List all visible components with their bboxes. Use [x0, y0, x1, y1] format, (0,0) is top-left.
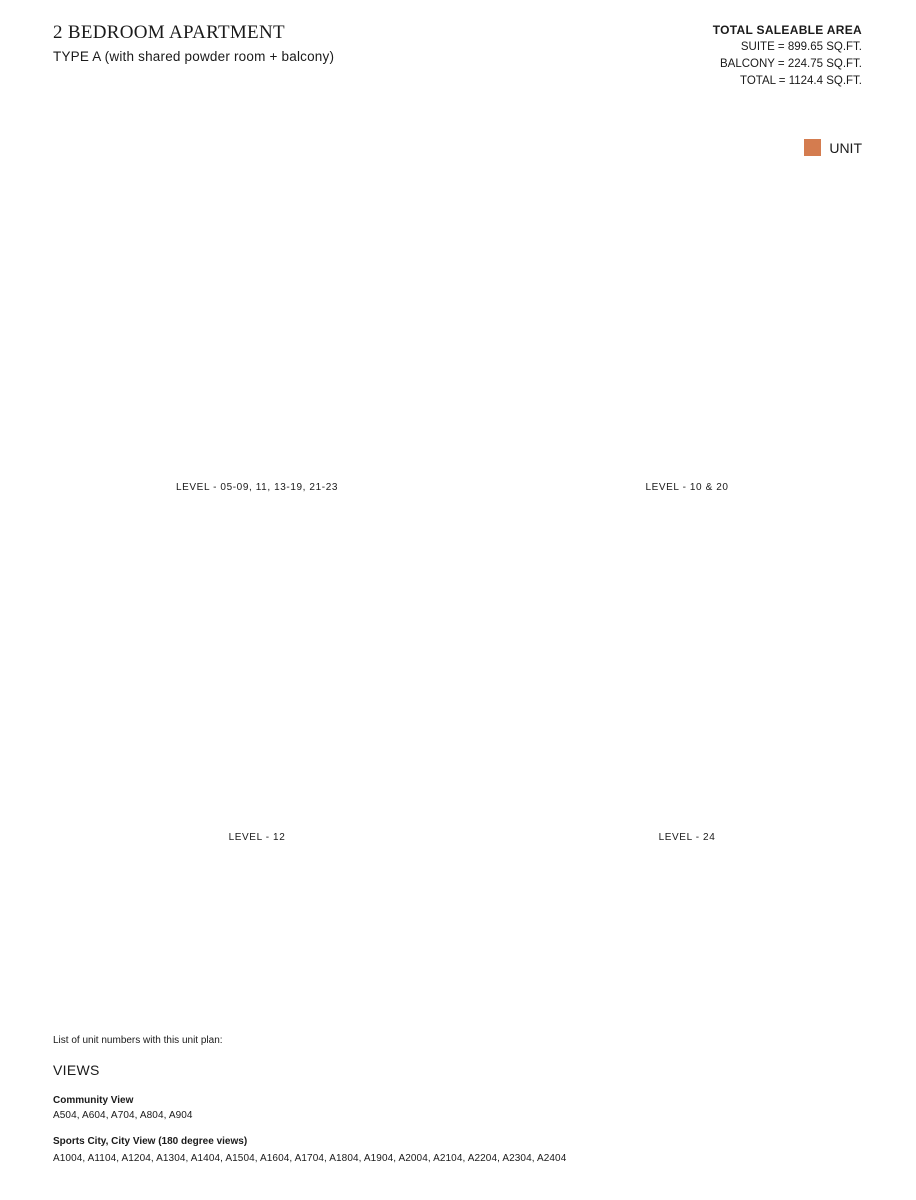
area-balcony: BALCONY = 224.75 SQ.FT. — [719, 58, 862, 70]
unit-list-intro: List of unit numbers with this unit plan: — [53, 1035, 223, 1046]
plan-level-label: LEVEL - 10 & 20 — [645, 482, 729, 493]
page-subtitle: TYPE A (with shared powder room + balcony) — [53, 49, 335, 64]
views-heading: VIEWS — [53, 1062, 100, 1078]
city-view-units: A1004, A1104, A1204, A1304, A1404, A1504, A1604, A1704, A1804, A1904, A2004, A2104, A2204, A2304, A2404 — [53, 1153, 567, 1164]
plan-level-label: LEVEL - 05-09, 11, 13-19, 21-23 — [175, 482, 339, 493]
unit-legend — [804, 139, 862, 156]
unit-legend-swatch — [804, 139, 821, 156]
floor-plan-4 — [467, 576, 907, 876]
plan-level-label: LEVEL - 24 — [658, 832, 716, 843]
floor-plan-3 — [37, 576, 477, 876]
saleable-area-box — [713, 22, 862, 90]
city-view-title: Sports City, City View (180 degree views) — [53, 1136, 248, 1147]
page-title: 2 BEDROOM APARTMENT — [53, 22, 285, 43]
floor-plan-1 — [37, 226, 477, 526]
community-view-units: A504, A604, A704, A804, A904 — [53, 1110, 193, 1121]
plan-level-label: LEVEL - 12 — [228, 832, 286, 843]
floor-plan-2 — [467, 226, 907, 526]
area-suite: SUITE = 899.65 SQ.FT. — [740, 41, 862, 53]
unit-legend-label: UNIT — [829, 139, 862, 156]
area-total: TOTAL = 1124.4 SQ.FT. — [740, 75, 862, 87]
community-view-title: Community View — [53, 1095, 134, 1106]
area-heading: TOTAL SALEABLE AREA — [712, 23, 862, 37]
